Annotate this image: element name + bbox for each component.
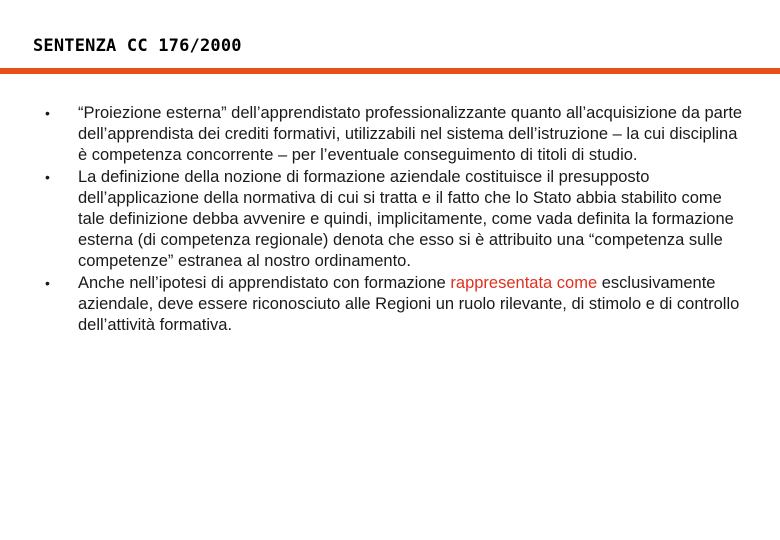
bullet-marker: • <box>45 168 50 185</box>
bullet-item-external-projection <box>45 103 745 167</box>
bullet-text: La definizione della nozione di formazione aziendale costituisce il presupposto dell’applicazione della normativa di cui si tratta e il fatto che lo Stato abbia stabilito come tale definizione debba avvenire e quindi, implicitamente, come vada definita la formazione esterna (di competenza regionale) denota che esso si è attribuito una “competenza sulle competenze” estranea al nostro ordinamento. <box>78 167 734 271</box>
bullet-marker: • <box>45 274 50 291</box>
bullet-text: “Proiezione esterna” dell’apprendistato professionalizzante quanto all’acquisizione da parte dell’apprendista dei crediti formativi, utilizzabili nel sistema dell’istruzione – la cui disciplina è competenza concorrente – per l’eventuale conseguimento di titoli di studio. <box>78 104 743 165</box>
bullet-item-company-training <box>45 167 745 273</box>
title-divider <box>0 68 780 74</box>
bullet-text-highlight: rappresentata come <box>450 273 598 292</box>
bullet-marker: • <box>45 105 50 121</box>
bullet-item-regional-role <box>45 273 745 337</box>
bullet-text-after: esclusivamente aziendale, deve essere riconosciuto alle Regioni un ruolo rilevante, di stimolo e di controllo dell’attività formativa. <box>78 273 740 335</box>
bullet-list <box>45 103 745 336</box>
bullet-text-before: Anche nell’ipotesi di apprendistato con formazione <box>78 273 451 292</box>
slide-title: SENTENZA CC 176/2000 <box>33 36 242 56</box>
